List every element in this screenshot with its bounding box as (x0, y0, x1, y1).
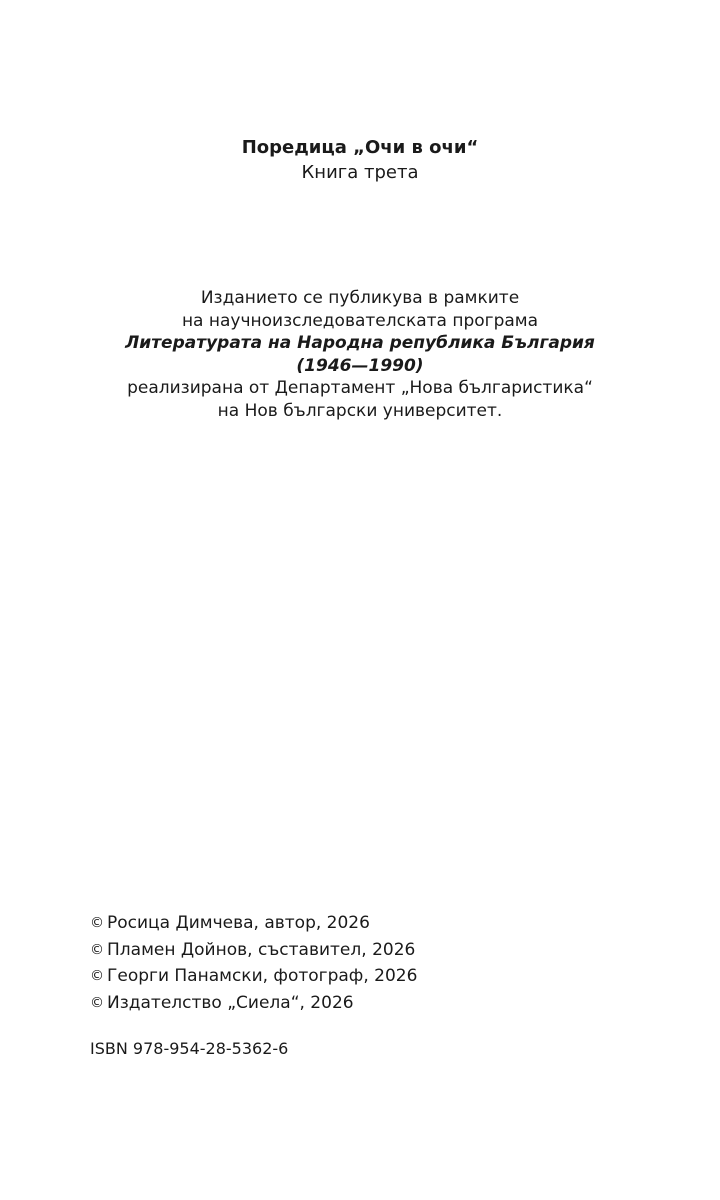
program-statement (0, 287, 720, 422)
copyright-line (90, 990, 690, 1017)
program-years: (1946—1990) (296, 355, 424, 376)
copyright-block (90, 910, 690, 1016)
copyright-line (90, 963, 690, 990)
copyright-text: Георги Панамски, фотограф, 2026 (107, 966, 418, 986)
copyright-text: Росица Димчева, автор, 2026 (107, 913, 370, 933)
isbn: ISBN 978-954-28-5362-6 (90, 1039, 289, 1058)
copyright-text: Пламен Дойнов, съставител, 2026 (107, 939, 416, 960)
program-title: Литературата на Народна република България (125, 333, 595, 353)
series-title: Поредица „Очи в очи“ (241, 137, 479, 158)
copyright-symbol: © (90, 968, 104, 984)
series-block (0, 135, 720, 185)
copyright-symbol: © (90, 994, 104, 1011)
program-line-1: Изданието се публикува в рамките (200, 288, 520, 308)
copyright-line (90, 910, 690, 937)
copyright-line (90, 937, 690, 964)
copyright-text: Издателство „Сиела“, 2026 (107, 992, 354, 1013)
book-number: Книга трета (301, 162, 419, 183)
program-line-5: реализирана от Департамент „Нова българистика“ (127, 378, 593, 398)
copyright-symbol: © (90, 941, 104, 958)
copyright-symbol: © (90, 915, 104, 931)
program-line-2: на научноизследователската програма (181, 310, 539, 331)
program-line-6: на Нов български университет. (217, 400, 503, 421)
